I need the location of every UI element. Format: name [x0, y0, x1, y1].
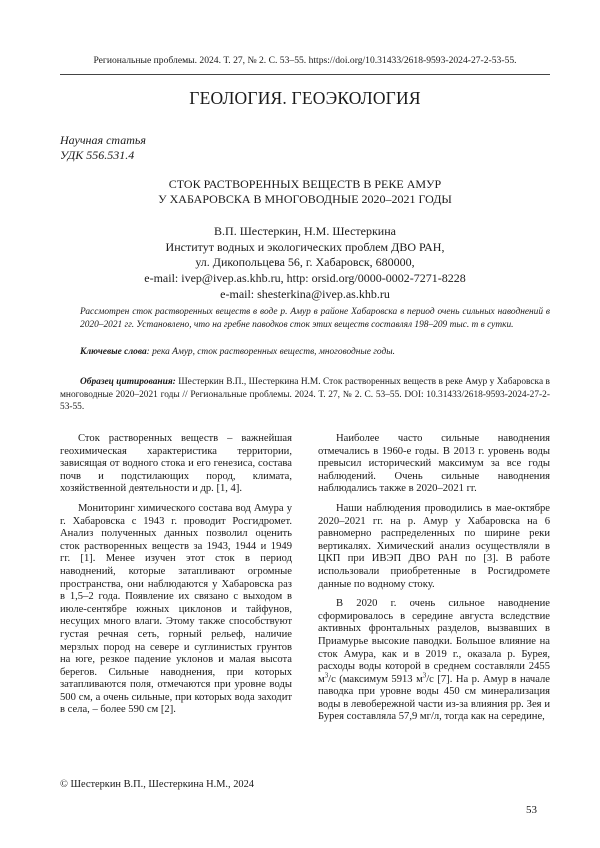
body-text: В 2020 г. очень сильное наводнение сформировалось в середине августа вследствие активных фронтальных разделов, вызвавших в Приамурье высокие паводки. Большое влияние на сток Амура, как и в 2019 г., оказала р. Бурея, расходы воды которой в среднем составляли 2455 м — [318, 598, 550, 685]
keywords-text: : река Амур, сток растворенных веществ, многоводные годы. — [146, 347, 395, 357]
copyright: © Шестеркин В.П., Шестеркина Н.М., 2024 — [60, 779, 255, 790]
citation-text: Шестеркин В.П., Шестеркина Н.М. Сток растворенных веществ в реке Амур у Хабаровска в многоводные 2020–2021 годы // Региональные проблемы. 2024. Т. 27, № 2. С. 53–55. DOI: 10.31433/2618-9593-2024-27-2-53-55. — [60, 377, 550, 412]
article-type: Научная статья — [60, 133, 146, 147]
body-text: /с [7]. На р. Амур в начале паводка при уровне воды 450 см минерализация воды в левобережной части из-за влияния рр. Зея и Бурея составляла 57,9 мг/л, тогда как на середине, — [318, 673, 551, 723]
superscript: 3 — [324, 672, 329, 680]
body-text: /с (максимум 5913 м — [328, 673, 423, 685]
affiliation-line: ул. Дикопольцева 56, г. Хабаровск, 680000, — [195, 255, 415, 270]
authors: В.П. Шестеркин, Н.М. Шестеркина — [214, 224, 396, 238]
body-paragraph: Мониторинг химического состава вод Амура у г. Хабаровска с 1943 г. проводит Росгидромет. Анализ полученных данных позволил оценить сток растворенных веществ за 1943, 1944 и 1949 гг. [1]. Менее изучен этот сток в период наводнений, которые затапливают огромные пространства, они наблюдаются у Хабаровска раз в 1,5–2 года. Появление их связано с выходом в июле-сентябре южных циклонов и тайфунов, несущих много влаги. Этому также способствуют густая речная сеть, горный рельеф, наличие мерзлых пород на севере и суглинистых грунтов на юге, резкое падение уклонов и малая высота берегов. Сильные наводнения, при которых затапливаются поля, отмечаются при уровне воды 500 см, а очень сильные, при которых вода заходит в села, – более 590 см [2]. — [60, 502, 292, 716]
udc-code: УДК 556.531.4 — [60, 148, 135, 162]
body-paragraph: Наши наблюдения проводились в мае-октябре 2020–2021 гг. на р. Амур у Хабаровска на 6 равномерно распределенных по ширине реки вертикалях. Химический анализ осуществляли в ЦКП при ИВЭП ДВО РАН по [3]. В работе использовали приобретенные в Росгидромете данные по водному стоку. — [318, 502, 550, 590]
article-title — [60, 177, 550, 206]
title-line: У ХАБАРОВСКА В МНОГОВОДНЫЕ 2020–2021 ГОДЫ — [158, 191, 452, 206]
affiliation-line: Институт водных и экологических проблем ДВО РАН, — [165, 239, 445, 254]
affiliation-line: e-mail: ivep@ivep.as.khb.ru, http: orsid.org/0000-0002-7271-8228 — [144, 271, 466, 286]
affiliation-line: e-mail: shesterkina@ivep.as.khb.ru — [220, 286, 390, 301]
page-number: 53 — [526, 804, 537, 816]
running-header: Региональные проблемы. 2024. Т. 27, № 2. С. 53–55. https://doi.org/10.31433/2618-9593-2024-27-2-53-55. — [93, 55, 517, 66]
keywords-label: Ключевые слова — [80, 347, 147, 357]
body-column-right — [318, 433, 550, 724]
section-title: ГЕОЛОГИЯ. ГЕОЭКОЛОГИЯ — [189, 88, 421, 108]
header-rule — [60, 74, 550, 75]
citation-label: Образец цитирования: — [80, 377, 176, 387]
citation — [60, 376, 550, 414]
abstract: Рассмотрен сток растворенных веществ в воде р. Амур в районе Хабаровска в период очень сильных наводнений в 2020–2021 гг. Установлено, что на гребне паводков сток этих веществ составлял 198–209 тыс. т в сутки. — [80, 307, 550, 330]
body-paragraph — [318, 598, 550, 724]
keywords — [80, 346, 550, 359]
article-meta — [60, 133, 146, 163]
body-paragraph: Сток растворенных веществ – важнейшая геохимическая характеристика территории, зависящая от водного стока и его генезиса, состава почв и подстилающих пород, климата, хозяйственной деятельности и др. [1, 4]. — [60, 433, 292, 495]
superscript: 3 — [422, 672, 427, 680]
author-block — [60, 224, 550, 303]
body-paragraph: Наиболее часто сильные наводнения отмечались в 1960-е годы. В 2013 г. уровень воды превысил исторический максимум за все годы наблюдений. Очень сильные наводнения наблюдались также в 2020–2021 гг. — [318, 433, 550, 495]
body-column-left — [60, 433, 292, 717]
title-line: СТОК РАСТВОРЕННЫХ ВЕЩЕСТВ В РЕКЕ АМУР — [168, 177, 442, 191]
